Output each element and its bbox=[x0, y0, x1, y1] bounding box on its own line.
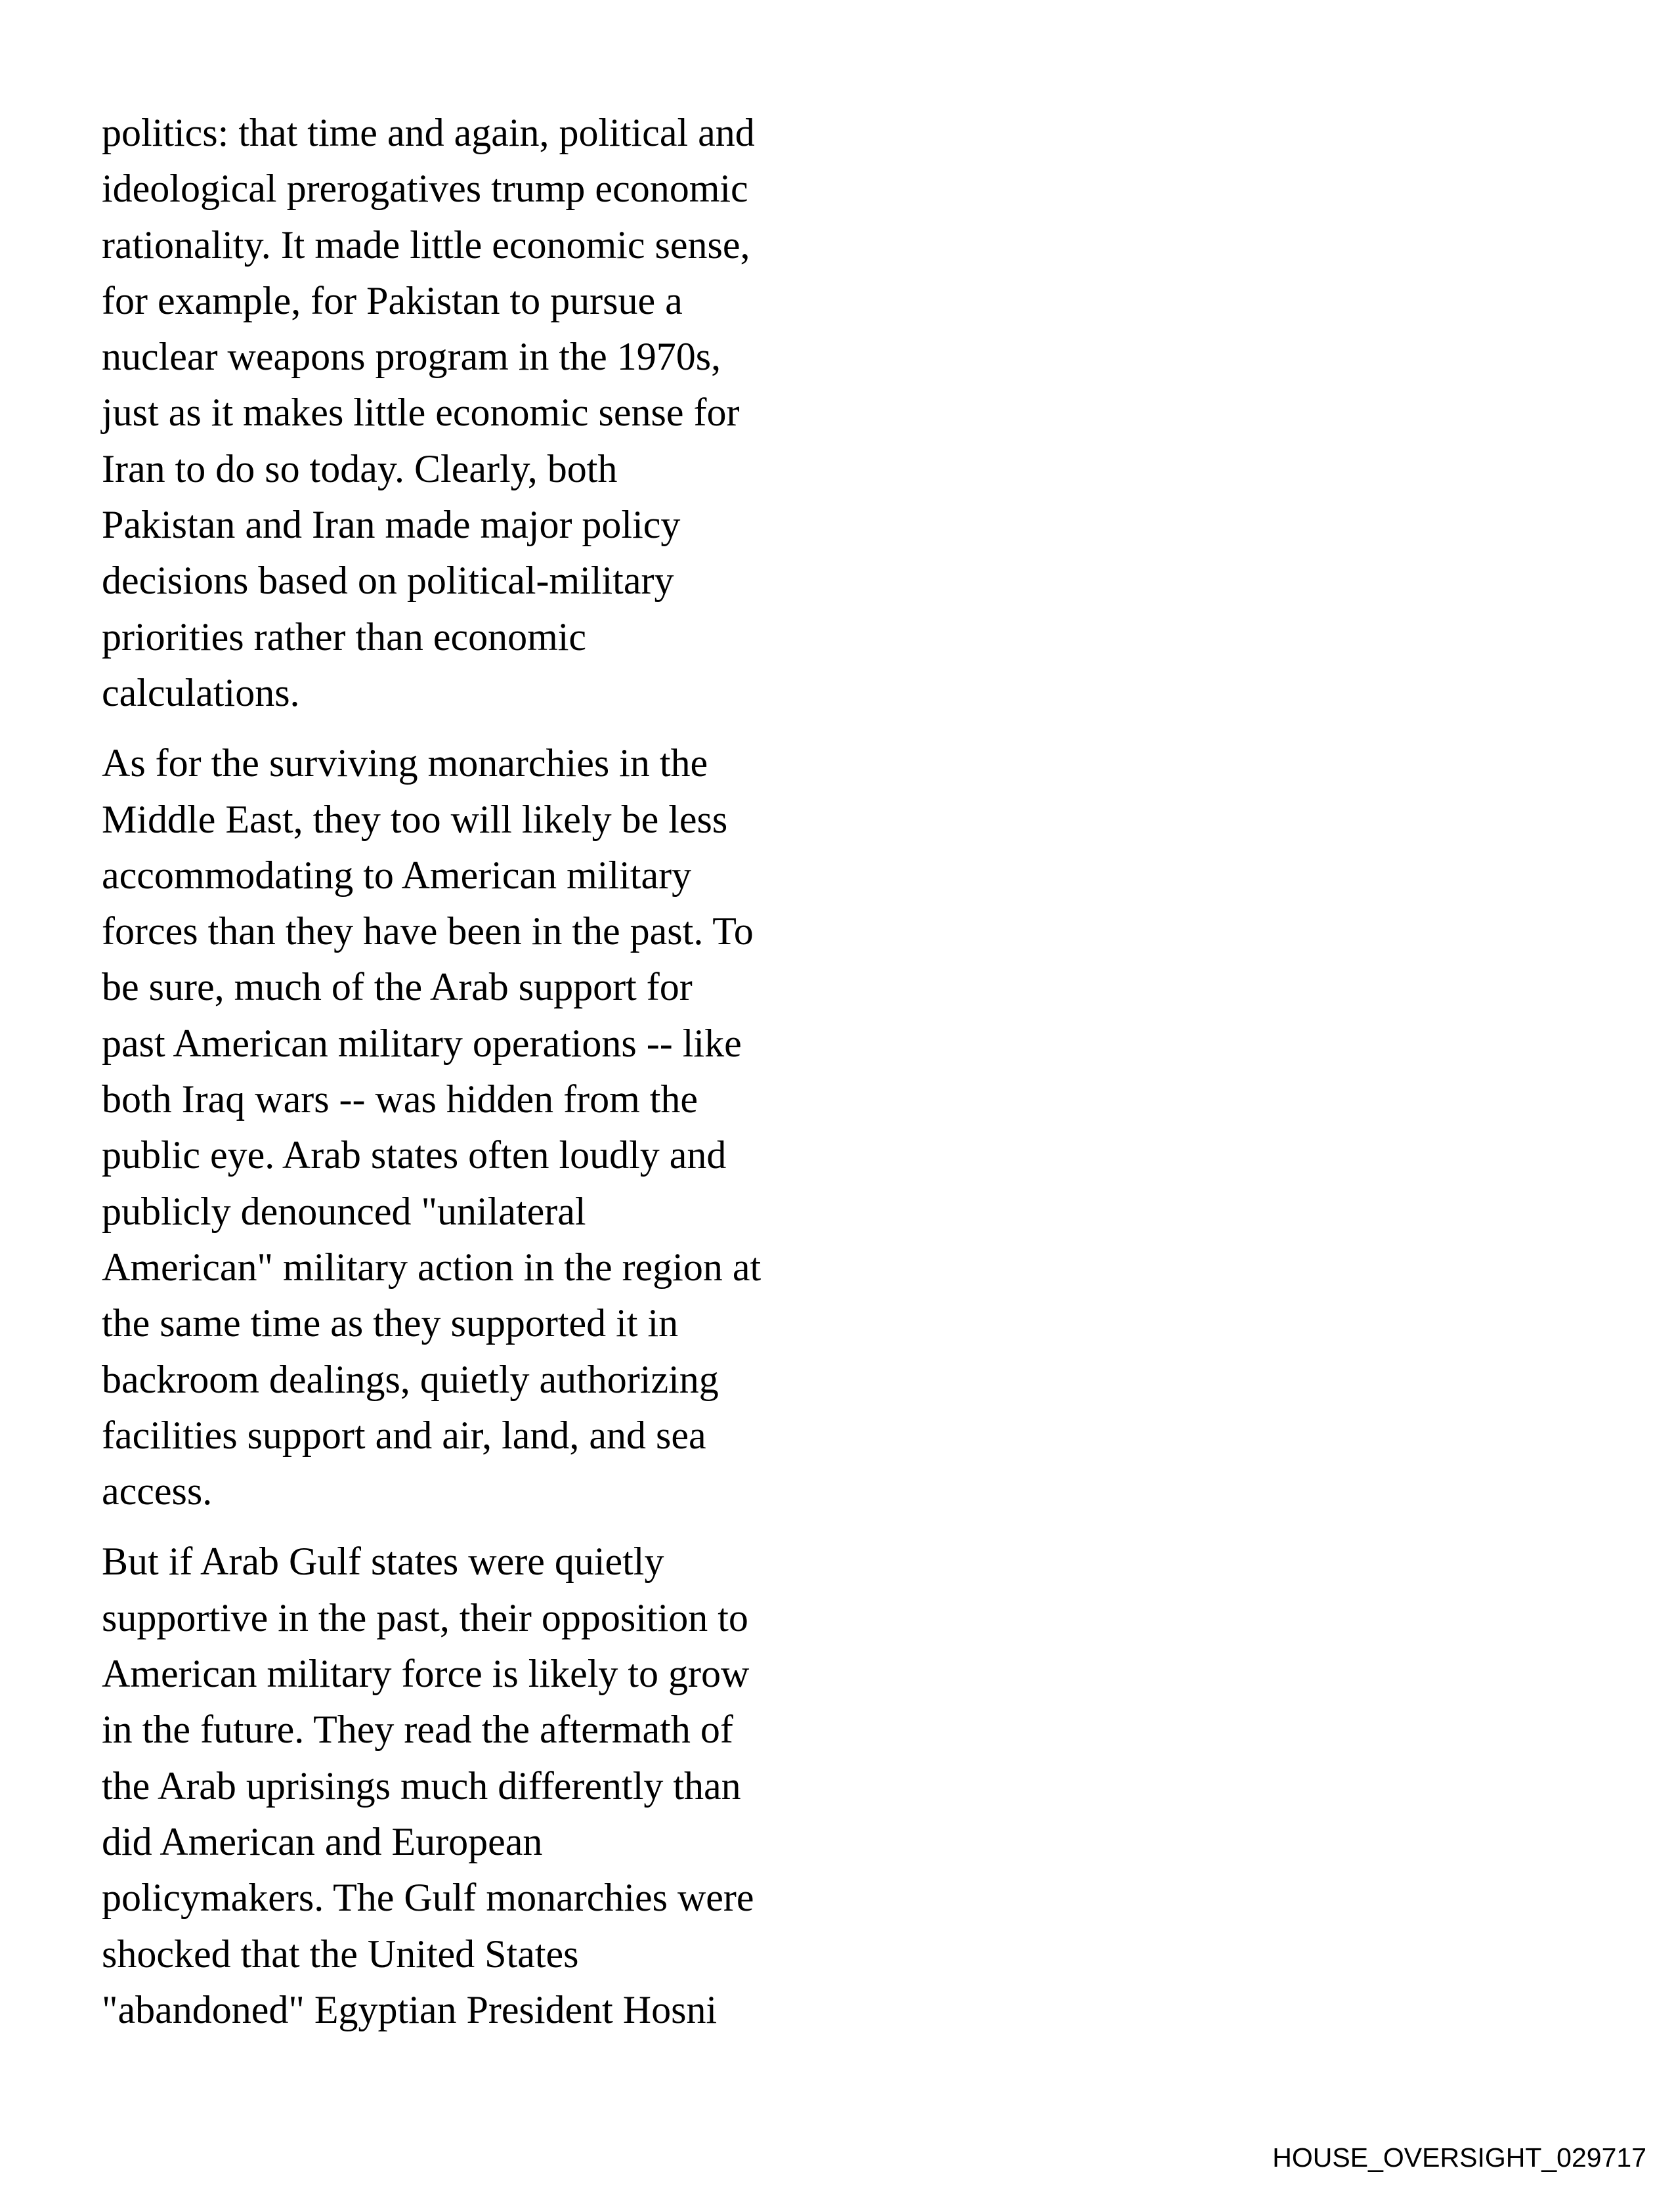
text-line: in the future. They read the aftermath of bbox=[102, 1708, 733, 1752]
text-line: for example, for Pakistan to pursue a bbox=[102, 278, 683, 322]
text-line: facilities support and air, land, and sea bbox=[102, 1413, 706, 1457]
text-line: the same time as they supported it in bbox=[102, 1301, 679, 1345]
paragraph-1 bbox=[102, 105, 955, 721]
text-line: rationality. It made little economic sense, bbox=[102, 223, 750, 267]
text-line: be sure, much of the Arab support for bbox=[102, 965, 693, 1009]
text-line: shocked that the United States bbox=[102, 1932, 579, 1976]
text-line: public eye. Arab states often loudly and bbox=[102, 1133, 727, 1177]
text-line: publicly denounced "unilateral bbox=[102, 1189, 586, 1233]
text-line: nuclear weapons program in the 1970s, bbox=[102, 335, 721, 379]
text-line: As for the surviving monarchies in the bbox=[102, 741, 708, 785]
text-line: Pakistan and Iran made major policy bbox=[102, 503, 681, 547]
text-line: ideological prerogatives trump economic bbox=[102, 167, 748, 211]
text-line: "abandoned" Egyptian President Hosni bbox=[102, 1987, 718, 2031]
text-line: politics: that time and again, political and bbox=[102, 111, 755, 154]
bates-number: HOUSE_OVERSIGHT_029717 bbox=[1272, 2142, 1646, 2173]
text-line: priorities rather than economic bbox=[102, 615, 587, 659]
text-line: decisions based on political-military bbox=[102, 559, 674, 603]
text-line: did American and European bbox=[102, 1819, 543, 1863]
text-line: policymakers. The Gulf monarchies were bbox=[102, 1876, 754, 1920]
text-line: American military force is likely to grow bbox=[102, 1652, 750, 1696]
text-line: both Iraq wars -- was hidden from the bbox=[102, 1077, 698, 1121]
text-line: But if Arab Gulf states were quietly bbox=[102, 1540, 664, 1584]
text-line: supportive in the past, their opposition to bbox=[102, 1595, 748, 1639]
text-line: past American military operations -- like bbox=[102, 1021, 742, 1065]
text-line: Middle East, they too will likely be less bbox=[102, 797, 728, 841]
text-line: just as it makes little economic sense for bbox=[102, 391, 740, 435]
body-text-column bbox=[102, 105, 955, 2052]
text-line: backroom dealings, quietly authorizing bbox=[102, 1357, 719, 1401]
text-line: accommodating to American military bbox=[102, 853, 692, 897]
text-line: American" military action in the region at bbox=[102, 1245, 762, 1289]
paragraph-3 bbox=[102, 1534, 955, 2038]
paragraph-2 bbox=[102, 735, 955, 1519]
text-line: access. bbox=[102, 1469, 213, 1513]
text-line: the Arab uprisings much differently than bbox=[102, 1764, 741, 1808]
text-line: forces than they have been in the past. To bbox=[102, 909, 754, 953]
text-line: Iran to do so today. Clearly, both bbox=[102, 446, 618, 490]
text-line: calculations. bbox=[102, 670, 300, 714]
